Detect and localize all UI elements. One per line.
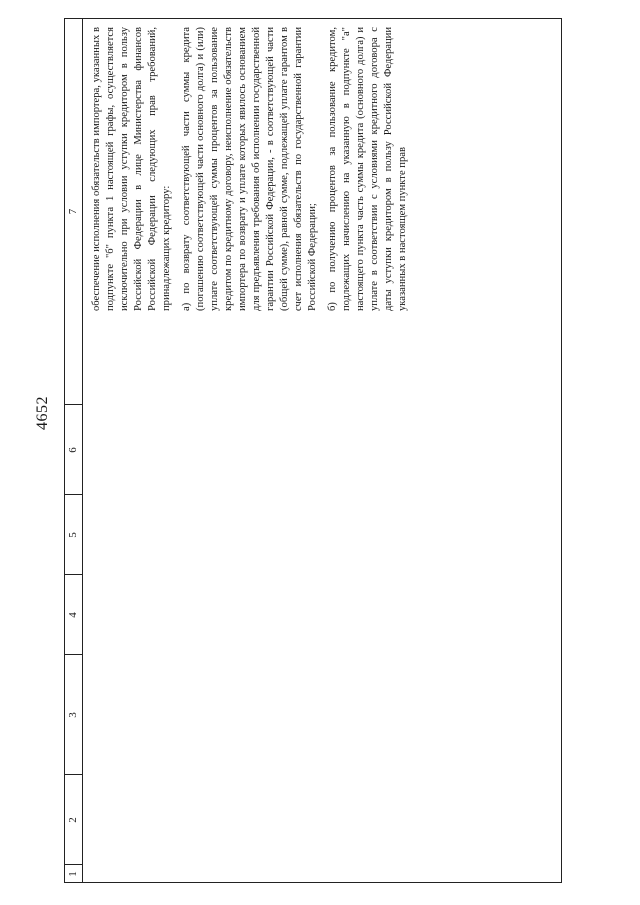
paragraph-item-b: б) по получению процентов за пользование кредитом, подлежащих начислению на указанную в подпункте "а" настоящего пункта часть суммы кредита (основного долга) и уплате в соответствии с условиями кредитного договора с даты уступки кредитором в пользу Российской Федерации указанных в настоящем пункте прав <box>327 27 408 311</box>
header-col-3: 3 <box>67 712 79 718</box>
header-col-6: 6 <box>67 447 79 453</box>
document-table <box>64 18 562 883</box>
header-col-2: 2 <box>67 817 79 823</box>
table-header-row <box>64 18 83 883</box>
paragraph-item-a: а) по возврату соответствующей части суммы кредита (погашению соответствующей части основного долга) и (или) уплате соответствующей суммы процентов за пользование кредитом по кредитному договору, неисполнение обязательств импортера по возврату и уплате которых явилось основанием для предъявления требования об исполнении государственной гарантии Российской Федерации, - в соответствующей части (общей сумме), равной сумме, подлежащей уплате гарантом в счет исполнения обязательств по государственной гарантии Российской Федерации; <box>181 27 318 311</box>
header-col-4: 4 <box>67 612 79 618</box>
column-divider <box>64 864 82 865</box>
header-col-5: 5 <box>67 532 79 538</box>
column-divider <box>64 654 82 655</box>
column-divider <box>64 404 82 405</box>
paragraph-intro: обеспечение исполнения обязательств импортера, указанных в подпункте "б" пункта 1 настоящей графы, осуществляется исключительно при условии уступки кредитором в пользу Российской Федерации в лице Министерства финансов Российской Федерации следующих прав требований, принадлежащих кредитору: <box>91 27 172 311</box>
column-divider <box>64 774 82 775</box>
column-divider <box>64 494 82 495</box>
header-col-7: 7 <box>67 208 79 215</box>
page-number: 4652 <box>34 396 51 430</box>
column-7-content <box>90 27 416 311</box>
header-col-1: 1 <box>67 871 79 877</box>
column-divider <box>64 574 82 575</box>
